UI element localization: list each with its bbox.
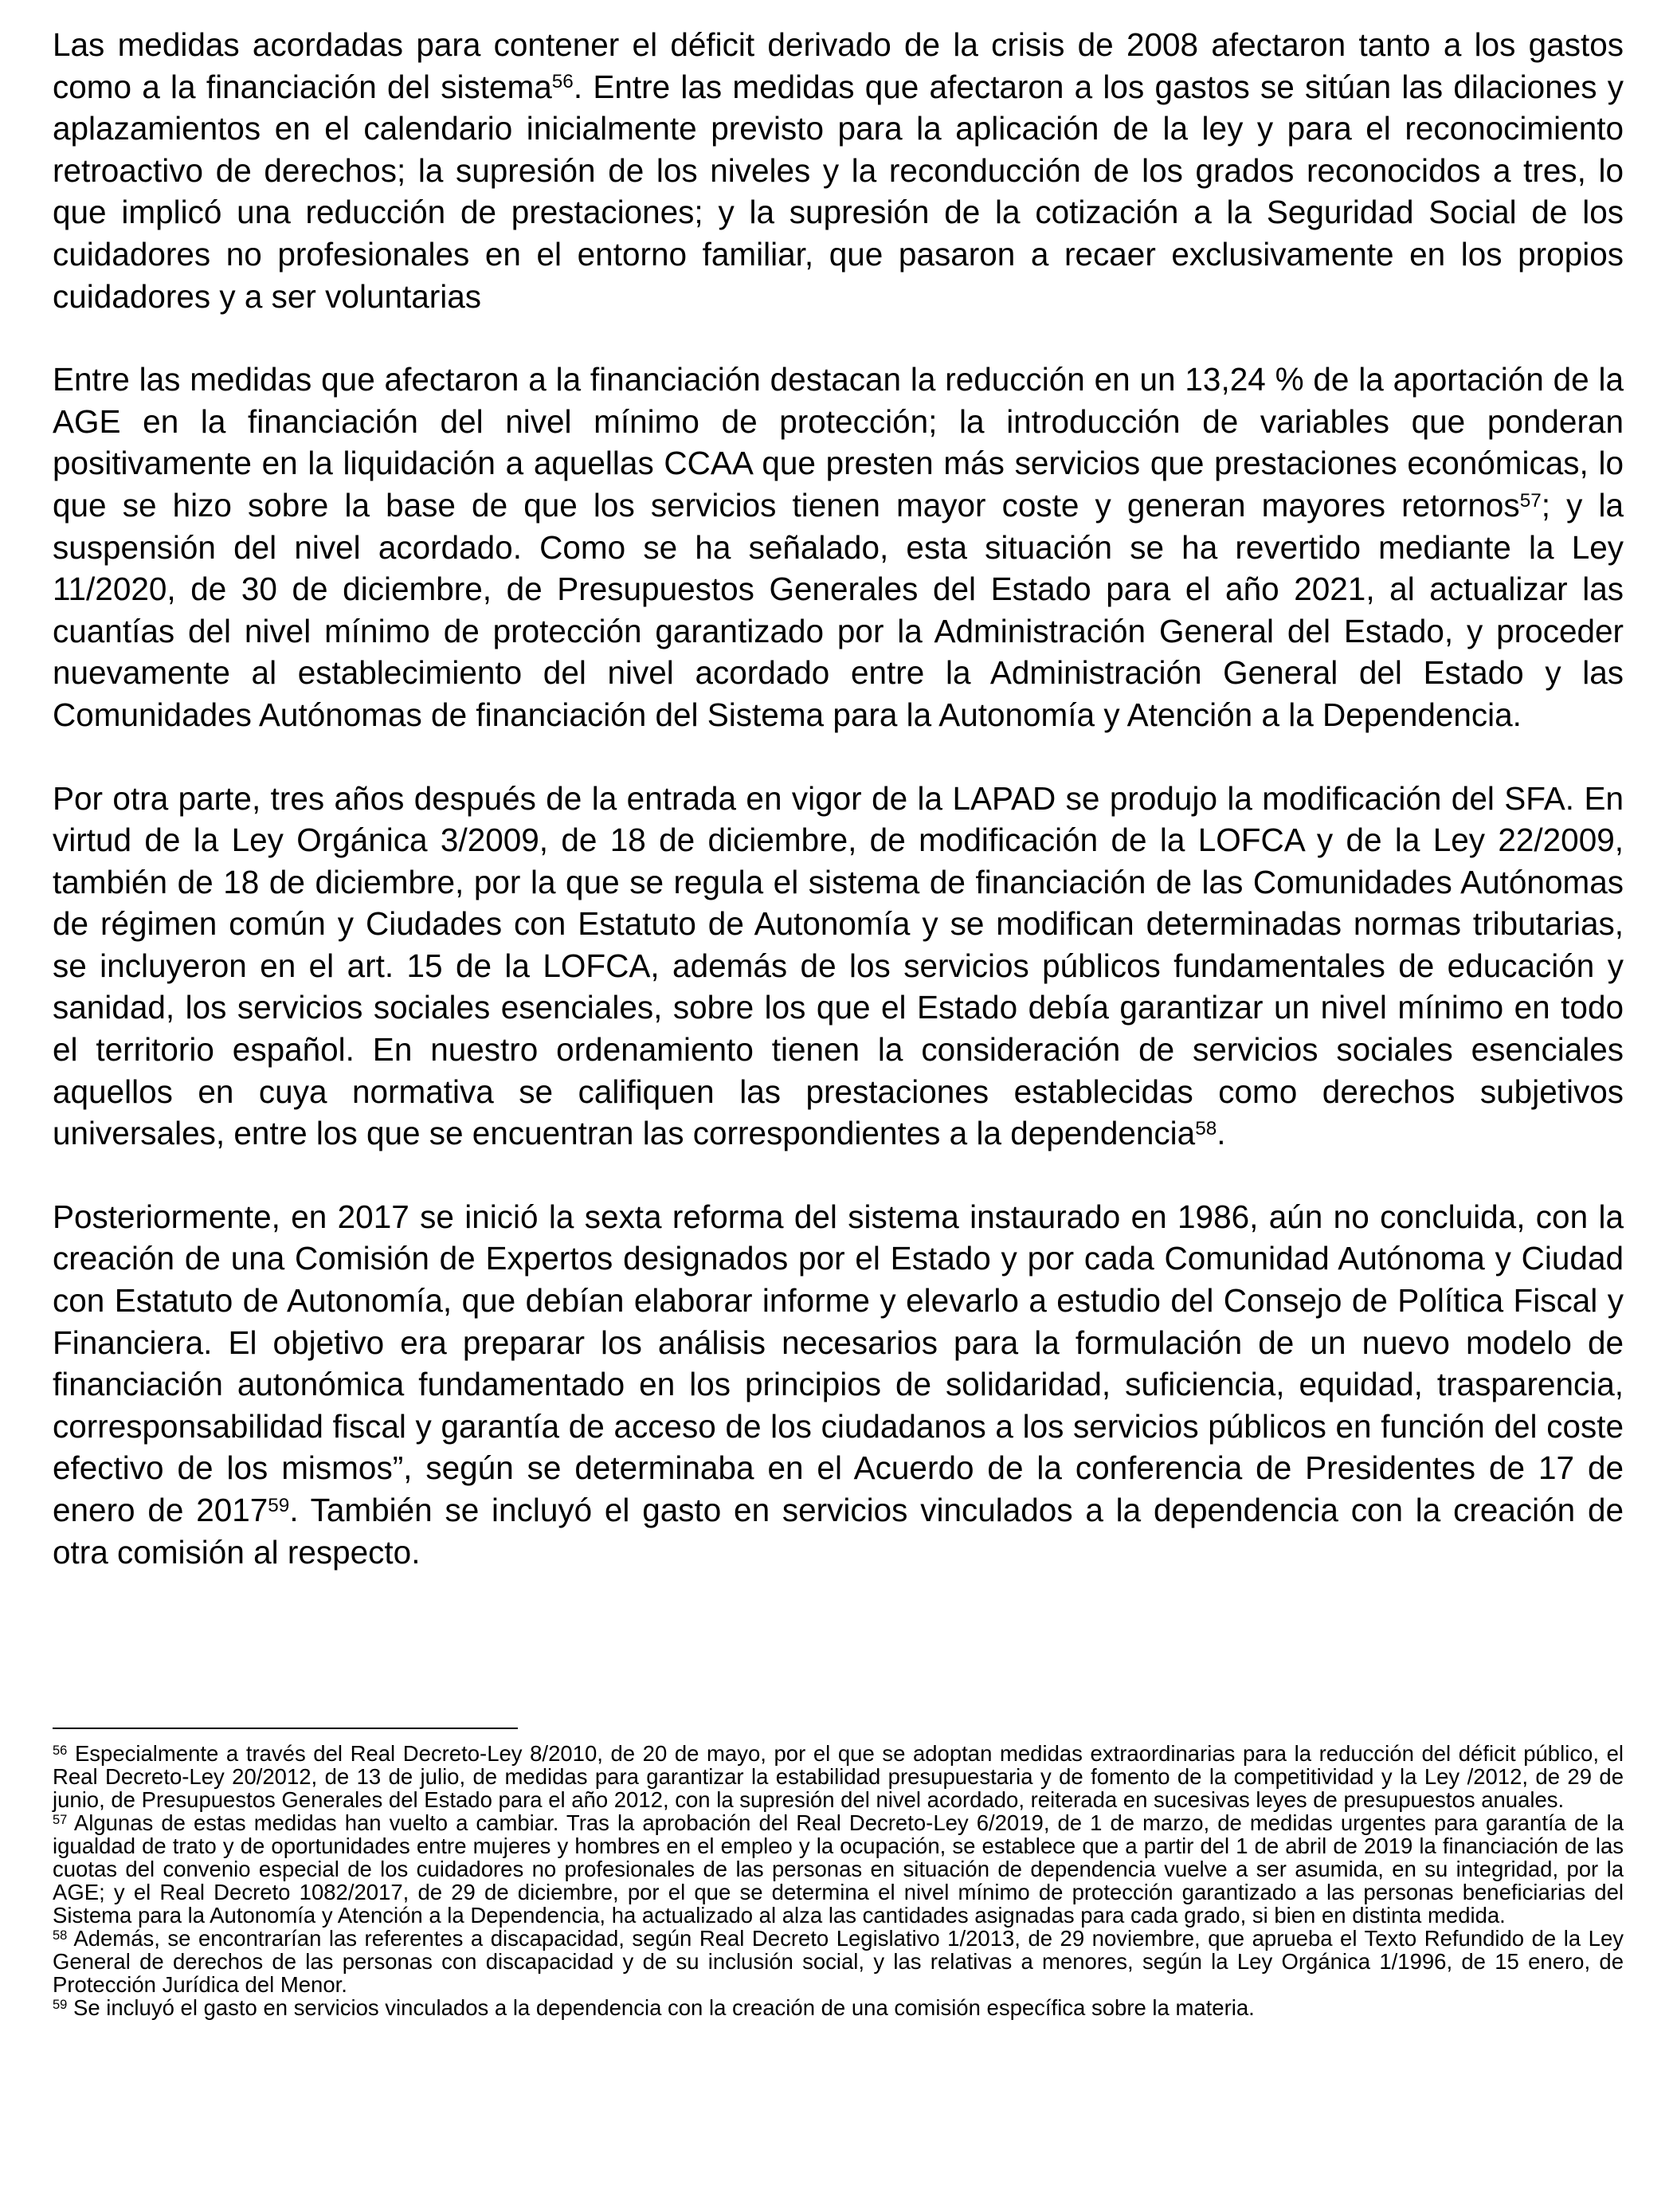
footnote-reference[interactable]: 57	[1519, 489, 1542, 512]
footnote-reference[interactable]: 59	[268, 1494, 290, 1516]
paragraph-text: ; y la suspensión del nivel acordado. Como se ha señalado, esta situación se ha revertido mediante la Ley 11/2020, de 30 de diciembre, de Presupuestos Generales del Estado para el año 2021, al actualizar las cuantías del nivel mínimo de protección garantizado por la Administración General del Estado, y proceder nuevamente al establecimiento del nivel acordado entre la Administración General del Estado y las Comunidades Autónomas de financiación del Sistema para la Autonomía y Atención a la Dependencia.	[53, 486, 1624, 733]
paragraph-text: .	[1217, 1115, 1226, 1152]
footnote-number: 59	[53, 1997, 68, 2012]
footnote-separator	[53, 1728, 518, 1729]
footnote-number: 57	[53, 1812, 68, 1827]
footnote-number: 56	[53, 1743, 68, 1758]
paragraph-3	[53, 778, 1624, 1155]
paragraph-text: Posteriormente, en 2017 se inició la sexta reforma del sistema instaurado en 1986, aún no concluida, con la creación de una Comisión de Expertos designados por el Estado y por cada Comunidad Autónoma y Ciudad con Estatuto de Autonomía, que debían elaborar informe y elevarlo a estudio del Consejo de Política Fiscal y Financiera. El objetivo era preparar los análisis necesarios para la formulación de un nuevo modelo de financiación autonómica fundamentado en los principios de solidaridad, suficiencia, equidad, trasparencia, corresponsabilidad fiscal y garantía de acceso de los ciudadanos a los servicios públicos en función del coste efectivo de los mismos”, según se determinaba en el Acuerdo de la conferencia de Presidentes de 17 de enero de 2017	[53, 1198, 1624, 1528]
footnote-text: Algunas de estas medidas han vuelto a cambiar. Tras la aprobación del Real Decreto-Ley 6/2019, de 1 de marzo, de medidas urgentes para garantía de la igualdad de trato y de oportunidades entre mujeres y hombres en el empleo y la ocupación, se establece que a partir del 1 de abril de 2019 la financiación de las cuotas del convenio especial de los cuidadores no profesionales de las personas en situación de dependencia vuelve a ser asumida, en su integridad, por la AGE; y el Real Decreto 1082/2017, de 29 de diciembre, por el que se determina el nivel mínimo de protección garantizado a las personas beneficiarias del Sistema para la Autonomía y Atención a la Dependencia, ha actualizado al alza las cantidades asignadas para cada grado, si bien en distinta medida.	[53, 1810, 1624, 1928]
footnote-text: Además, se encontrarían las referentes a discapacidad, según Real Decreto Legislativo 1/2013, de 29 noviembre, que aprueba el Texto Refundido de la Ley General de derechos de las personas con discapacidad y de su inclusión social, y las relativas a menores, según la Ley Orgánica 1/1996, de 15 enero, de Protección Jurídica del Menor.	[53, 1926, 1624, 1997]
footnote	[53, 1811, 1624, 1927]
paragraph-text: Por otra parte, tres años después de la entrada en vigor de la LAPAD se produjo la modificación del SFA. En virtud de la Ley Orgánica 3/2009, de 18 de diciembre, de modificación de la LOFCA y de la Ley 22/2009, también de 18 de diciembre, por la que se regula el sistema de financiación de las Comunidades Autónomas de régimen común y Ciudades con Estatuto de Autonomía y se modifican determinadas normas tributarias, se incluyeron en el art. 15 de la LOFCA, además de los servicios públicos fundamentales de educación y sanidad, los servicios sociales esenciales, sobre los que el Estado debía garantizar un nivel mínimo en todo el territorio español. En nuestro ordenamiento tienen la consideración de servicios sociales esenciales aquellos en cuya normativa se califiquen las prestaciones establecidas como derechos subjetivos universales, entre los que se encuentran las correspondientes a la dependencia	[53, 779, 1624, 1152]
footnote	[53, 1742, 1624, 1811]
footnote-reference[interactable]: 56	[551, 71, 574, 93]
paragraph-text: Entre las medidas que afectaron a la financiación destacan la reducción en un 13,24 % de la aportación de la AGE en la financiación del nivel mínimo de protección; la introducción de variables que ponderan positivamente en la liquidación a aquellas CCAA que presten más servicios que prestaciones económicas, lo que se hizo sobre la base de que los servicios tienen mayor coste y generan mayores retornos	[53, 361, 1624, 524]
paragraph-text: Las medidas acordadas para contener el déficit derivado de la crisis de 2008 afectaron tanto a los gastos como a la financiación del sistema	[53, 26, 1624, 105]
body-text	[53, 24, 1624, 1614]
footnote-text: Especialmente a través del Real Decreto-Ley 8/2010, de 20 de mayo, por el que se adoptan medidas extraordinarias para la reducción del déficit público, el Real Decreto-Ley 20/2012, de 13 de julio, de medidas para garantizar la estabilidad presupuestaria y de fomento de la competitividad y la Ley /2012, de 29 de junio, de Presupuestos Generales del Estado para el año 2012, con la supresión del nivel acordado, reiterada en sucesivas leyes de presupuestos anuales.	[53, 1741, 1624, 1812]
footnote-text: Se incluyó el gasto en servicios vinculados a la dependencia con la creación de una comisión específica sobre la materia.	[67, 1995, 1255, 2020]
footnote-reference[interactable]: 58	[1195, 1118, 1217, 1140]
paragraph-4	[53, 1196, 1624, 1573]
footnote	[53, 1927, 1624, 1996]
paragraph-text: . También se incluyó el gasto en servicios vinculados a la dependencia con la creación de otra comisión al respecto.	[53, 1492, 1624, 1571]
paragraph-1	[53, 24, 1624, 317]
footnote	[53, 1996, 1624, 2019]
paragraph-2	[53, 359, 1624, 735]
footnotes	[53, 1742, 1624, 2019]
paragraph-text: . Entre las medidas que afectaron a los gastos se sitúan las dilaciones y aplazamientos en el calendario inicialmente previsto para la aplicación de la ley y para el reconocimiento retroactivo de derechos; la supresión de los niveles y la reconducción de los grados reconocidos a tres, lo que implicó una reducción de prestaciones; y la supresión de la cotización a la Seguridad Social de los cuidadores no profesionales en el entorno familiar, que pasaron a recaer exclusivamente en los propios cuidadores y a ser voluntarias	[53, 68, 1624, 315]
footnote-number: 58	[53, 1928, 68, 1943]
